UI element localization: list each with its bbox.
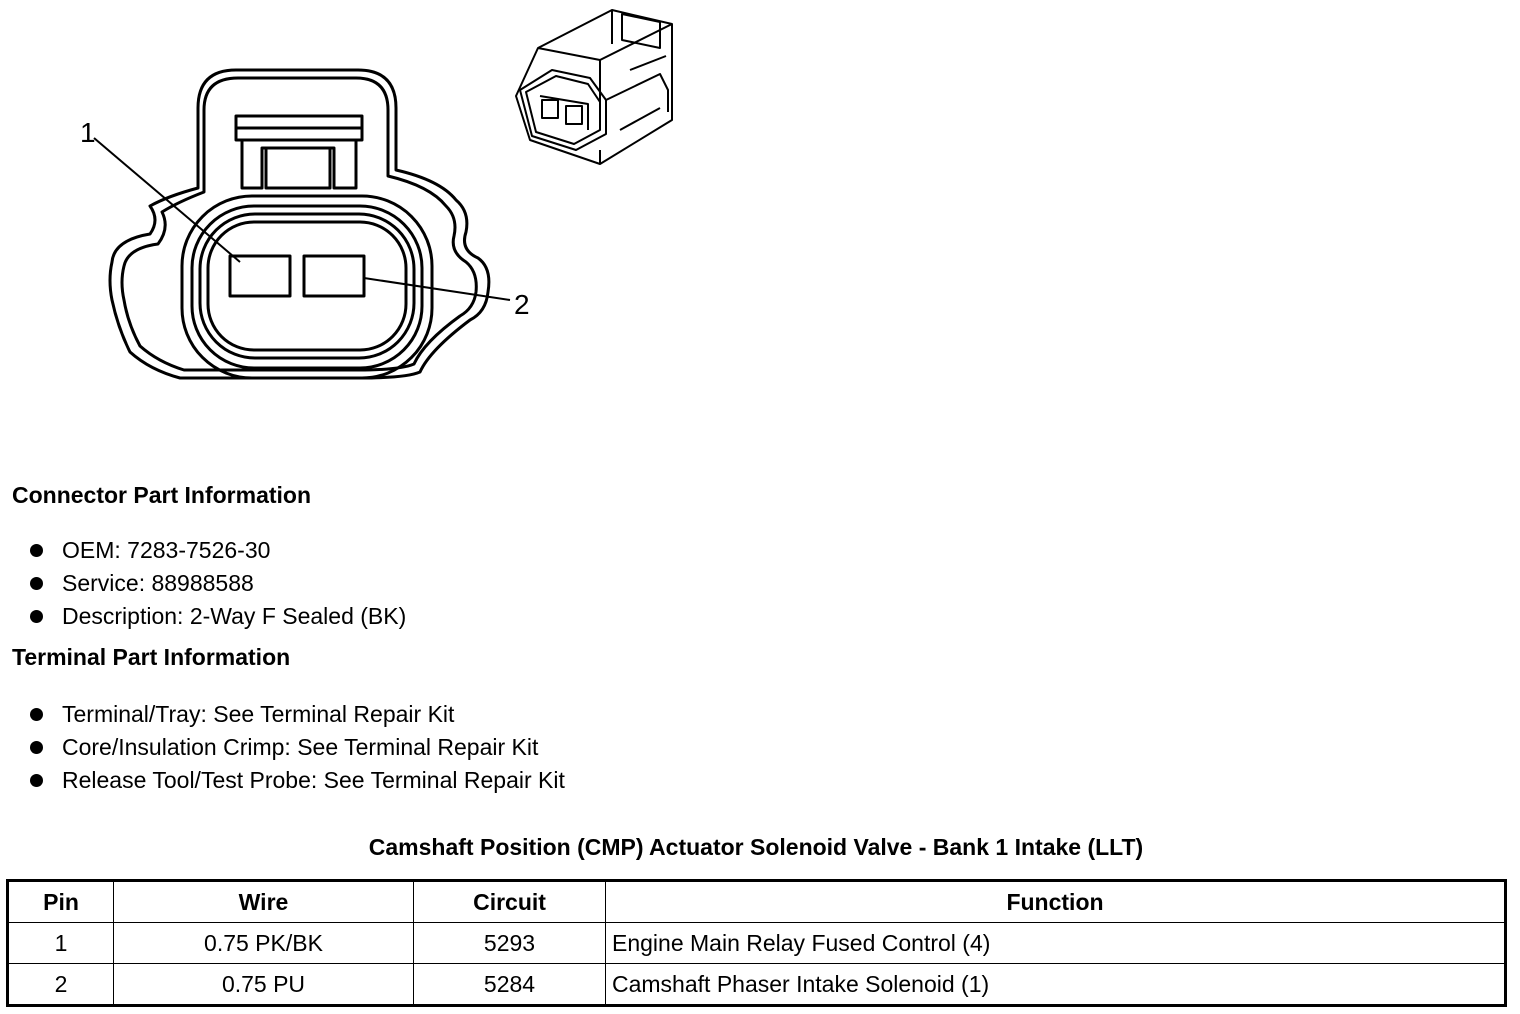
list-item-text: Description: 2-Way F Sealed (BK) [62,603,407,629]
list-item [30,731,565,764]
pinout-table [6,879,1507,1007]
callout-label-1: 1 [80,117,96,148]
list-item-text: Service: 88988588 [62,570,254,596]
terminal-part-info-heading: Terminal Part Information [12,644,291,670]
column-header-pin: Pin [8,881,114,923]
bullet-icon [30,544,43,557]
table-title: Camshaft Position (CMP) Actuator Solenoid Valve - Bank 1 Intake (LLT) [368,834,1144,860]
cell-wire: 0.75 PU [114,964,414,1006]
column-header-circuit: Circuit [414,881,606,923]
list-item [30,600,406,633]
terminal-part-info-list [30,698,565,797]
list-item-text: Terminal/Tray: See Terminal Repair Kit [62,701,455,727]
cell-circuit: 5293 [414,923,606,964]
bullet-icon [30,577,43,590]
list-item [30,764,565,797]
bullet-icon [30,708,43,721]
bullet-icon [30,774,43,787]
table-header-row [8,881,1506,923]
column-header-function: Function [606,881,1506,923]
connector-isometric-view [516,10,672,164]
list-item-text: OEM: 7283-7526-30 [62,537,271,563]
cell-function: Engine Main Relay Fused Control (4) [606,923,1506,964]
connector-part-info-list [30,534,406,633]
list-item [30,698,565,731]
cell-pin: 2 [8,964,114,1006]
column-header-wire: Wire [114,881,414,923]
cell-wire: 0.75 PK/BK [114,923,414,964]
table-row [8,923,1506,964]
callout-label-2: 2 [514,289,530,320]
list-item-text: Core/Insulation Crimp: See Terminal Repair Kit [62,734,539,760]
connector-face-view [110,70,489,378]
bullet-icon [30,741,43,754]
list-item-text: Release Tool/Test Probe: See Terminal Repair Kit [62,767,565,793]
table-row [8,964,1506,1006]
connector-part-info-heading: Connector Part Information [12,482,312,508]
list-item [30,534,406,567]
cell-circuit: 5284 [414,964,606,1006]
cell-pin: 1 [8,923,114,964]
bullet-icon [30,610,43,623]
list-item [30,567,406,600]
cell-function: Camshaft Phaser Intake Solenoid (1) [606,964,1506,1006]
connector-diagram [0,0,700,400]
